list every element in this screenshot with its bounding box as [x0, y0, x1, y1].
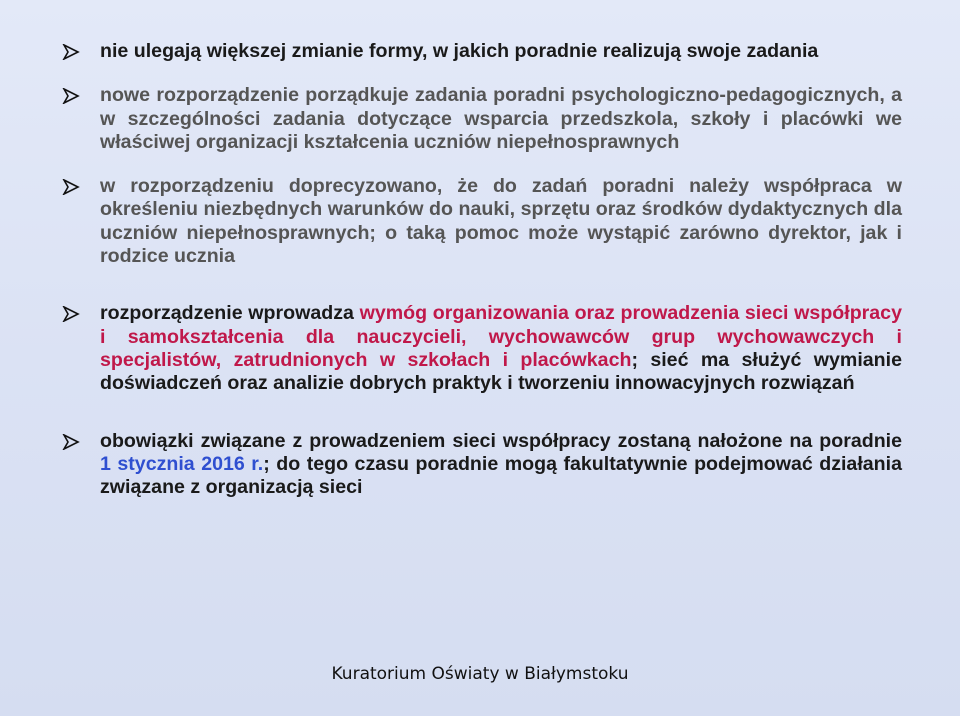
footer-organization: Kuratorium Oświaty w Białymstoku — [331, 664, 629, 684]
arrow-bullet-icon — [62, 179, 80, 195]
bullet-item-4 — [62, 302, 902, 395]
bullet-item-3 — [62, 175, 902, 268]
highlight-text: wymóg organizowania oraz prowadzenia sieci współpracy i samokształcenia dla nauczycieli, wychowawców grup wychowawczych i specjalistów, zatrudnionych w szkołach i placówkach — [100, 302, 902, 371]
bullet-item-5 — [62, 430, 902, 500]
date-text: 1 stycznia 2016 r. — [100, 452, 264, 475]
arrow-bullet-icon — [62, 306, 80, 322]
bullet-text: nowe rozporządzenie porządkuje zadania poradni psychologiczno-pedagogicznych, a w szczególności zadania dotyczące wsparcia przedszkola, szkoły i placówki we właściwej organizacji kształcenia uczniów niepełnosprawnych — [100, 84, 902, 153]
bullet-text: w rozporządzeniu doprecyzowano, że do zadań poradni należy współpraca w określeniu niezbędnych warunków do nauki, sprzętu oraz środków dydaktycznych dla uczniów niepełnosprawnych; o taką pomoc może wystąpić zarówno dyrektor, jak i rodzice ucznia — [100, 175, 902, 268]
bullet-text-end: ; do tego czasu poradnie mogą fakultatywnie podejmować działania związane z organizacją sieci — [100, 452, 902, 499]
bullet-text: nie ulegają większej zmianie formy, w jakich poradnie realizują swoje zadania — [100, 40, 819, 62]
bullet-text-start: rozporządzenie wprowadza — [100, 302, 360, 325]
bullet-item-2 — [62, 84, 902, 154]
arrow-bullet-icon — [62, 434, 80, 450]
bullet-text-end: ; sieć ma służyć wymianie doświadczeń oraz analizie dobrych praktyk i tworzeniu innowacyjnych rozwiązań — [100, 348, 902, 395]
bullet-item-1 — [62, 40, 902, 63]
bullet-list — [62, 40, 902, 520]
arrow-bullet-icon — [62, 44, 80, 60]
arrow-bullet-icon — [62, 88, 80, 104]
bullet-text-start: obowiązki związane z prowadzeniem sieci współpracy zostaną nałożone na poradnie — [100, 429, 902, 452]
